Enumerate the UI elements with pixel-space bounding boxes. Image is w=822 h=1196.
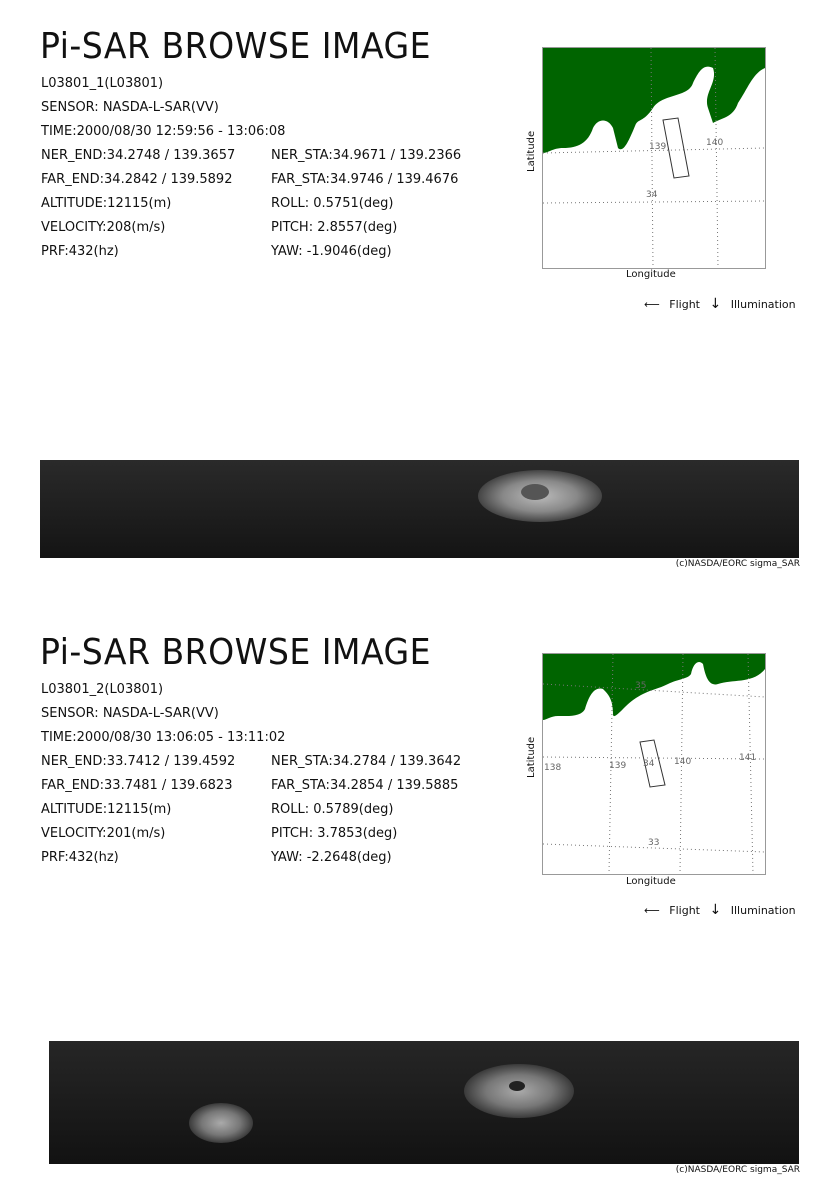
far-end: FAR_END:34.2842 / 139.5892	[41, 172, 233, 187]
longitude-label: Longitude	[626, 876, 676, 887]
grid-label-140: 140	[706, 138, 724, 148]
flight-label: Flight	[669, 904, 700, 917]
flight-label: Flight	[669, 298, 700, 311]
prf: PRF:432(hz)	[41, 244, 119, 259]
island-small	[189, 1103, 253, 1143]
island-large	[464, 1064, 574, 1118]
flight-arrow-icon: ⟵	[644, 904, 660, 917]
location-map	[542, 47, 766, 269]
direction-legend	[644, 296, 796, 312]
yaw: YAW: -1.9046(deg)	[271, 244, 392, 259]
page-title: Pi-SAR BROWSE IMAGE	[40, 26, 432, 67]
swath-footprint	[663, 118, 689, 178]
time: TIME:2000/08/30 12:59:56 - 13:06:08	[41, 124, 286, 139]
ner-end: NER_END:33.7412 / 139.4592	[41, 754, 236, 769]
browse-panel-2	[0, 606, 822, 1196]
latitude-label: Latitude	[526, 130, 537, 172]
altitude: ALTITUDE:12115(m)	[41, 196, 172, 211]
velocity: VELOCITY:201(m/s)	[41, 826, 166, 841]
sar-image	[49, 1041, 799, 1164]
grid-label-138: 138	[544, 763, 562, 773]
longitude-label: Longitude	[626, 269, 676, 280]
velocity: VELOCITY:208(m/s)	[41, 220, 166, 235]
metadata-right	[271, 144, 461, 264]
sensor: SENSOR: NASDA-L-SAR(VV)	[41, 100, 219, 115]
credit: (c)NASDA/EORC sigma_SAR	[675, 559, 800, 569]
illumination-label: Illumination	[730, 904, 796, 917]
ner-sta: NER_STA:34.2784 / 139.3642	[271, 754, 462, 769]
location-map	[542, 653, 766, 875]
land-area	[543, 654, 765, 720]
illumination-label: Illumination	[730, 298, 796, 311]
credit: (c)NASDA/EORC sigma_SAR	[675, 1165, 800, 1175]
grid-label-141: 141	[739, 753, 757, 763]
illumination-arrow-icon: ↓	[709, 902, 722, 918]
browse-panel-1	[0, 0, 822, 590]
prf: PRF:432(hz)	[41, 850, 119, 865]
far-sta: FAR_STA:34.2854 / 139.5885	[271, 778, 459, 793]
illumination-arrow-icon: ↓	[709, 296, 722, 312]
sar-image	[40, 460, 799, 558]
grid-label-139: 139	[649, 142, 667, 152]
sensor: SENSOR: NASDA-L-SAR(VV)	[41, 706, 219, 721]
grid-label-139: 139	[609, 761, 627, 771]
altitude: ALTITUDE:12115(m)	[41, 802, 172, 817]
flight-arrow-icon: ⟵	[644, 298, 660, 311]
grid-label-140: 140	[674, 757, 692, 767]
yaw: YAW: -2.2648(deg)	[271, 850, 392, 865]
time: TIME:2000/08/30 13:06:05 - 13:11:02	[41, 730, 286, 745]
metadata-left	[41, 678, 285, 870]
ner-end: NER_END:34.2748 / 139.3657	[41, 148, 236, 163]
pitch: PITCH: 3.7853(deg)	[271, 826, 398, 841]
metadata-left	[41, 72, 285, 264]
grid-label-33: 33	[648, 838, 660, 848]
direction-legend	[644, 902, 796, 918]
grid-label-34: 34	[643, 759, 655, 769]
latitude-label: Latitude	[526, 736, 537, 778]
grid-label-35: 35	[635, 681, 647, 691]
ner-sta: NER_STA:34.9671 / 139.2366	[271, 148, 462, 163]
land-area	[543, 48, 765, 153]
grid-label-34: 34	[646, 190, 658, 200]
far-end: FAR_END:33.7481 / 139.6823	[41, 778, 233, 793]
far-sta: FAR_STA:34.9746 / 139.4676	[271, 172, 459, 187]
pitch: PITCH: 2.8557(deg)	[271, 220, 398, 235]
scene-id: L03801_1(L03801)	[41, 76, 164, 91]
metadata-right	[271, 750, 461, 870]
roll: ROLL: 0.5789(deg)	[271, 802, 394, 817]
page-title: Pi-SAR BROWSE IMAGE	[40, 632, 432, 673]
roll: ROLL: 0.5751(deg)	[271, 196, 394, 211]
scene-id: L03801_2(L03801)	[41, 682, 164, 697]
